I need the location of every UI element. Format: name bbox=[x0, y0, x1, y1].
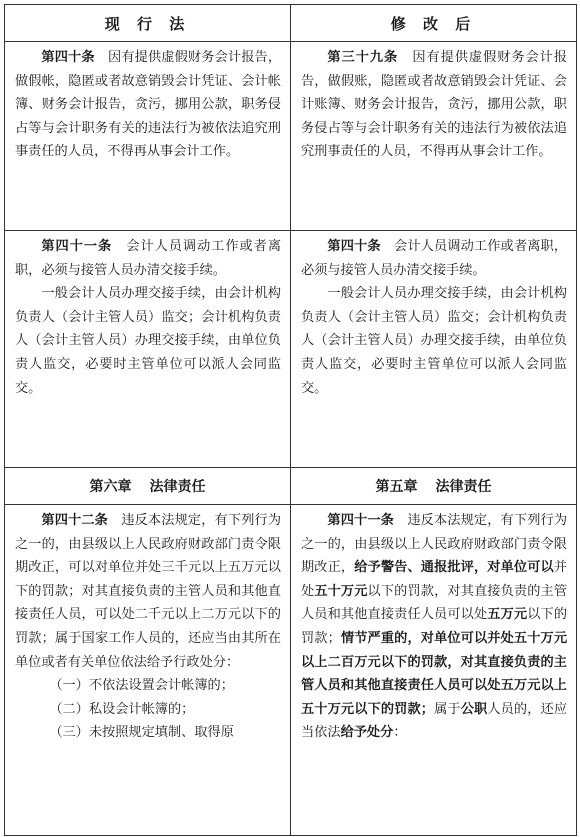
article-paragraph: 会计人员调动工作或者离职，必须与接管人员办清交接手续。 bbox=[15, 239, 282, 278]
list-item: （二）私设会计帐簿的； bbox=[49, 701, 195, 717]
article-text: 因有提供虚假财务会计报告，做假帐，隐匿或者故意销毁会计凭证、会计帐簿、财务会计报告，贪污，挪用公款，职务侵占等与会计职务有关的违法行为被依法追究刑事责任的人员，不得再从事会计工作。 bbox=[15, 50, 282, 160]
table-row bbox=[5, 505, 577, 836]
chapter-title: 法律责任 bbox=[435, 479, 492, 495]
added-text: 给予处分 bbox=[340, 725, 394, 741]
chapter-title: 法律责任 bbox=[149, 479, 206, 495]
table-row bbox=[5, 42, 577, 231]
header-current-law: 现 行 法 bbox=[5, 5, 291, 42]
article-text: 因有提供虚假财务会计报告，做假账，隐匿或者故意销毁会计凭证、会计账簿、财务会计报告，贪污，挪用公款，职务侵占等与会计职务有关的违法行为被依法追究刑事责任的人员，不得再从事会计工作。 bbox=[301, 50, 568, 160]
added-text: 给予警告、通报批评，对单位可以 bbox=[354, 560, 554, 576]
article-number: 第四十二条 bbox=[41, 513, 108, 528]
chapter-heading-current bbox=[5, 468, 291, 505]
cell-amended-article-40 bbox=[291, 231, 577, 468]
cell-amended-article-41 bbox=[291, 505, 577, 836]
cell-current-article-42 bbox=[5, 505, 291, 836]
article-text: ： bbox=[393, 725, 407, 741]
table-header-row bbox=[5, 5, 577, 42]
list-item: （一）不依法设置会计帐簿的； bbox=[49, 678, 234, 694]
article-text: 违反本法规定，有下列行为之一的，由县级以上人民政府财政部门责令限期改正，可以对单位并处三千元以上五万元以下的罚款；对其直接负责的主管人员和其他直接责任人员，可以处二千元以上二万元以下的罚款；属于国家工作人员的，还应当由其所在单位或者有关单位依法给予行政处分： bbox=[15, 513, 282, 670]
cell-current-article-41 bbox=[5, 231, 291, 468]
added-text: 公职 bbox=[460, 701, 488, 717]
article-text: 人员的，还应当依法 bbox=[301, 701, 568, 741]
article-number: 第四十一条 bbox=[327, 513, 394, 528]
article-text: 并处 bbox=[301, 560, 568, 599]
list-item: （三）未按照规定填制、取得原 bbox=[49, 725, 234, 741]
article-text: 以下的罚款，对其直接负责的主管人员和其他直接责任人员可以处 bbox=[301, 583, 568, 623]
chapter-heading-amended bbox=[291, 468, 577, 505]
added-text: 五十万元 bbox=[314, 583, 368, 599]
article-number: 第四十一条 bbox=[41, 239, 113, 254]
article-paragraph: 会计人员调动工作或者离职，必须与接管人员办清交接手续。 bbox=[301, 239, 568, 278]
chapter-number: 第五章 bbox=[375, 479, 418, 495]
article-number: 第四十条 bbox=[41, 50, 95, 65]
cell-amended-article-39 bbox=[291, 42, 577, 231]
added-text: 五万元 bbox=[487, 607, 528, 623]
article-number: 第四十条 bbox=[327, 239, 381, 254]
article-paragraph: 一般会计人员办理交接手续，由会计机构负责人（会计主管人员）监交；会计机构负责人（会计主管人员）办理交接手续，由单位负责人监交，必要时主管单位可以派人会同监交。 bbox=[301, 286, 567, 396]
article-text: 违反本法规定，有下列行为之一的，由县级以上人民政府财政部门责令限期改正， bbox=[301, 513, 568, 576]
comparison-table bbox=[4, 4, 577, 836]
header-amended-law: 修 改 后 bbox=[291, 5, 577, 42]
table-row bbox=[5, 231, 577, 468]
article-text: 以下的罚款； bbox=[301, 607, 568, 646]
added-text: 情节严重的，对单位可以并处五十万元以上二百万元以下的罚款，对其直接负责的主管人员和其他直接责任人员可以处五万元以上五十万元以下的罚款； bbox=[301, 630, 568, 717]
chapter-number: 第六章 bbox=[89, 479, 132, 495]
article-paragraph: 一般会计人员办理交接手续，由会计机构负责人（会计主管人员）监交；会计机构负责人（会计主管人员）办理交接手续，由单位负责人监交，必要时主管单位可以派人会同监交。 bbox=[15, 286, 281, 396]
cell-current-article-40 bbox=[5, 42, 291, 231]
article-text: 属于 bbox=[433, 701, 461, 717]
chapter-row bbox=[5, 468, 577, 505]
article-number: 第三十九条 bbox=[327, 50, 399, 65]
